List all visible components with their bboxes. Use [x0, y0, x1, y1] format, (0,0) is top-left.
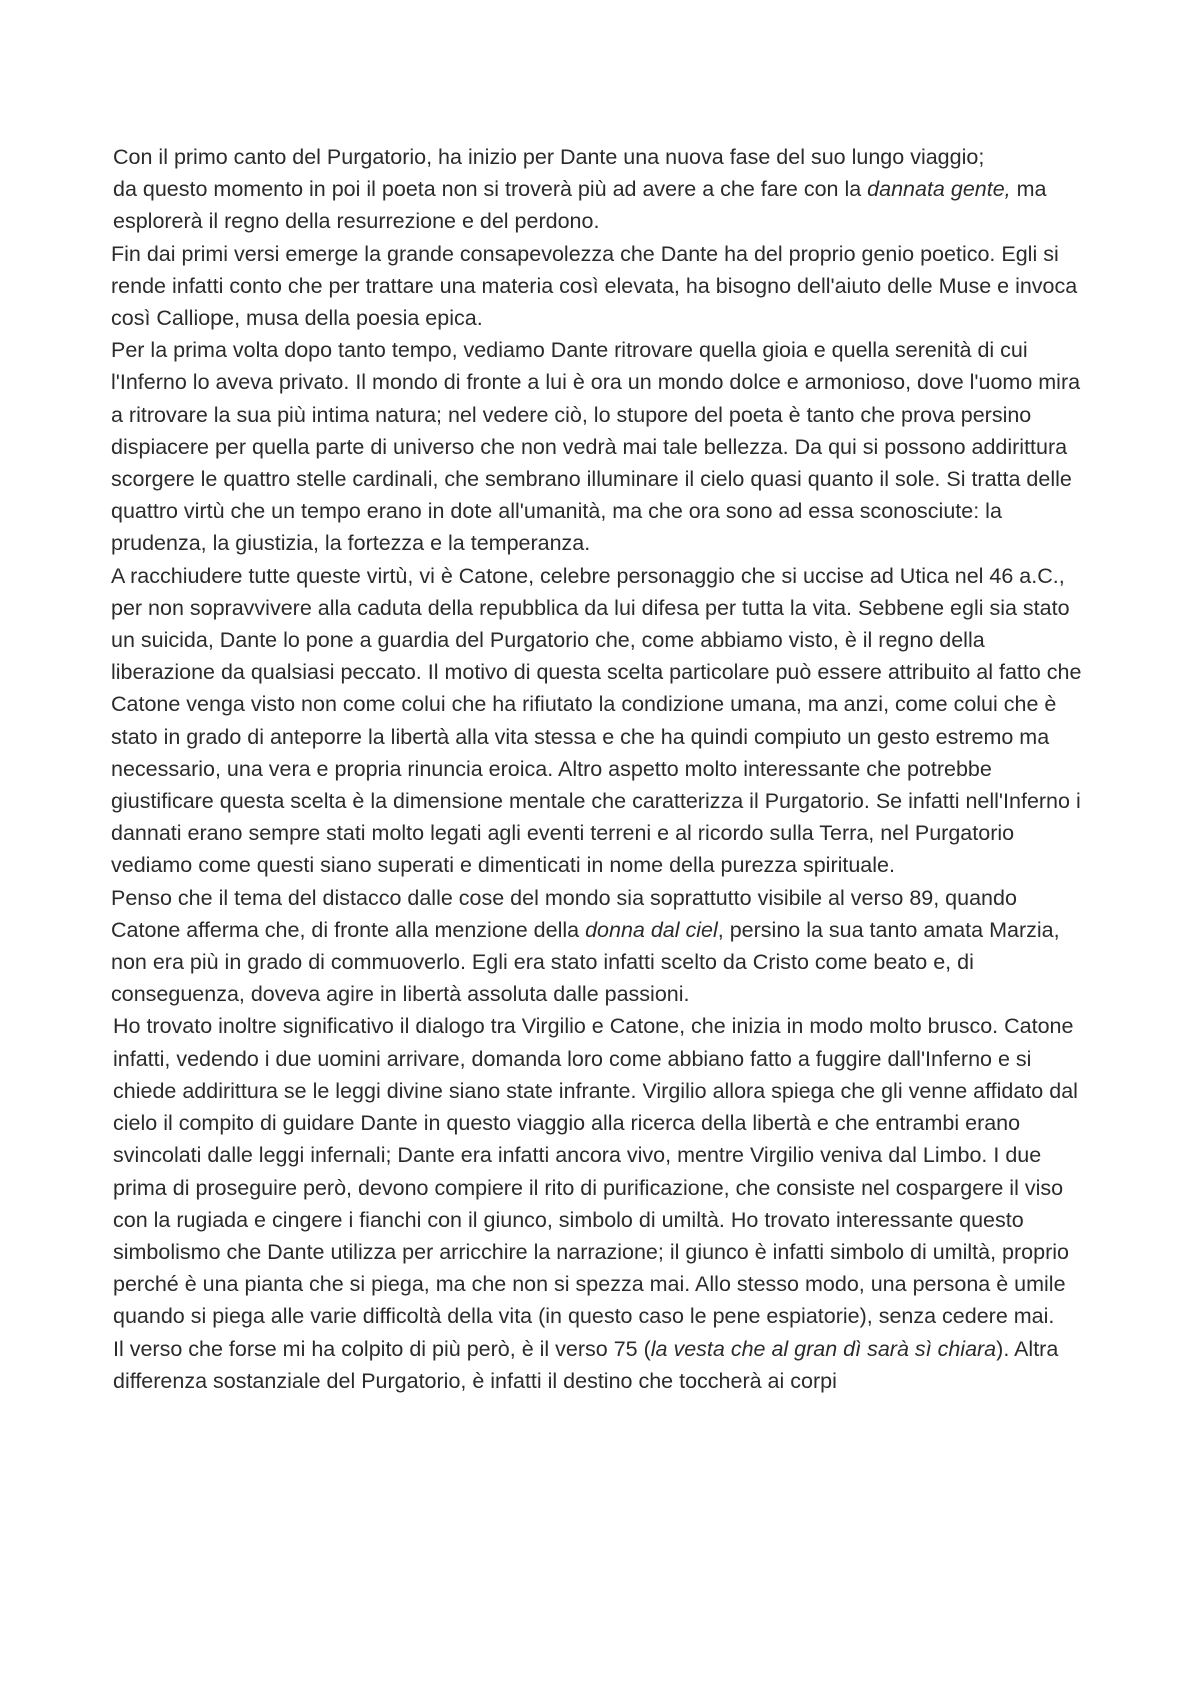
paragraph-serenity: [111, 334, 1088, 559]
italic-quote: donna dal ciel: [585, 917, 718, 942]
paragraph-detachment: [111, 882, 1088, 1011]
text-segment: , persino la sua tanto amata Marzia, non era più in grado di commuoverlo. Egli era stato infatti scelto da Cristo come beato e, di conseguenza, doveva agire in libertà assoluta dalle passioni.: [111, 917, 1060, 1007]
text-segment: Per la prima volta dopo tanto tempo, vediamo Dante ritrovare quella gioia e quella serenità di cui l'Inferno lo aveva privato. Il mondo di fronte a lui è ora un mondo dolce e armonioso, dove l'uomo mira a ritrovare la sua più intima natura; nel vedere ciò, lo stupore del poeta è tanto che prova persino dispiacere per quella parte di universo che non vedrà mai tale bellezza. Da qui si possono addirittura scorgere le quattro stelle cardinali, che sembrano illuminare il cielo quasi quanto il sole. Si tratta delle quattro virtù che un tempo erano in dote all'umanità, ma che ora sono ad essa sconosciute: la prudenza, la giustizia, la fortezza e la temperanza.: [111, 338, 1081, 556]
paragraph-poetic-genius: [111, 238, 1088, 335]
paragraph-intro: [113, 141, 1088, 173]
paragraph-catone: [111, 560, 1088, 882]
essay-body: [113, 141, 1088, 1397]
text-segment: ma esplorerà il regno della resurrezione e del perdono.: [113, 177, 1047, 234]
text-segment: ). Altra differenza sostanziale del Purgatorio, è infatti il destino che toccherà ai corpi: [113, 1336, 1059, 1393]
text-segment: Ho trovato inoltre significativo il dialogo tra Virgilio e Catone, che inizia in modo molto brusco. Catone infatti, vedendo i due uomini arrivare, domanda loro come abbiano fatto a fuggire dall'Inferno e si chiede addirittura se le leggi divine siano state infrante. Virgilio allora spiega che gli venne affidato dal cielo il compito di guidare Dante in questo viaggio alla ricerca della libertà e che entrambi erano svincolati dalle leggi infernali; Dante era infatti ancora vivo, mentre Virgilio veniva dal Limbo. I due prima di proseguire però, devono compiere il rito di purificazione, che consiste nel cospargere il viso con la rugiada e cingere i fianchi con il giunco, simbolo di umiltà. Ho trovato interessante questo simbolismo che Dante utilizza per arricchire la narrazione; il giunco è infatti simbolo di umiltà, proprio perché è una pianta che si piega, ma che non si spezza mai. Allo stesso modo, una persona è umile quando si piega alle varie difficoltà della vita (in questo caso le pene espiatorie), senza cedere mai.: [113, 1014, 1078, 1329]
text-segment: da questo momento in poi il poeta non si troverà più ad avere a che fare con la: [113, 177, 868, 202]
text-segment: Penso che il tema del distacco dalle cose del mondo sia soprattutto visibile al verso 89, quando Catone afferma che, di fronte alla menzione della: [111, 885, 1017, 942]
text-segment: A racchiudere tutte queste virtù, vi è Catone, celebre personaggio che si uccise ad Utica nel 46 a.C., per non sopravvivere alla caduta della repubblica da lui difesa per tutta la vita. Sebbene egli sia stato un suicida, Dante lo pone a guardia del Purgatorio che, come abbiamo visto, è il regno della liberazione da qualsiasi peccato. Il motivo di questa scelta particolare può essere attribuito al fatto che Catone venga visto non come colui che ha rifiutato la condizione umana, ma anzi, come colui che è stato in grado di anteporre la libertà alla vita stessa e che ha quindi compiuto un gesto estremo ma necessario, una vera e propria rinuncia eroica. Altro aspetto molto interessante che potrebbe giustificare questa scelta è la dimensione mentale che caratterizza il Purgatorio. Se infatti nell'Inferno i dannati erano sempre stati molto legati agli eventi terreni e al ricordo sulla Terra, nel Purgatorio vediamo come questi siano superati e dimenticati in nome della purezza spirituale.: [111, 563, 1082, 878]
italic-quote: la vesta che al gran dì sarà sì chiara: [650, 1336, 997, 1361]
text-segment: Il verso che forse mi ha colpito di più però, è il verso 75 (: [113, 1336, 651, 1361]
text-segment: Fin dai primi versi emerge la grande consapevolezza che Dante ha del proprio genio poetico. Egli si rende infatti conto che per trattare una materia così elevata, ha bisogno dell'aiuto delle Muse e invoca così Calliope, musa della poesia epica.: [111, 241, 1078, 331]
paragraph-dialogue: [113, 1010, 1088, 1332]
text-segment: Con il primo canto del Purgatorio, ha inizio per Dante una nuova fase del suo lungo viaggio;: [113, 145, 985, 169]
italic-quote: dannata gente,: [867, 177, 1011, 202]
paragraph-verse-75: [113, 1333, 1088, 1397]
paragraph-new-phase: [113, 173, 1088, 237]
